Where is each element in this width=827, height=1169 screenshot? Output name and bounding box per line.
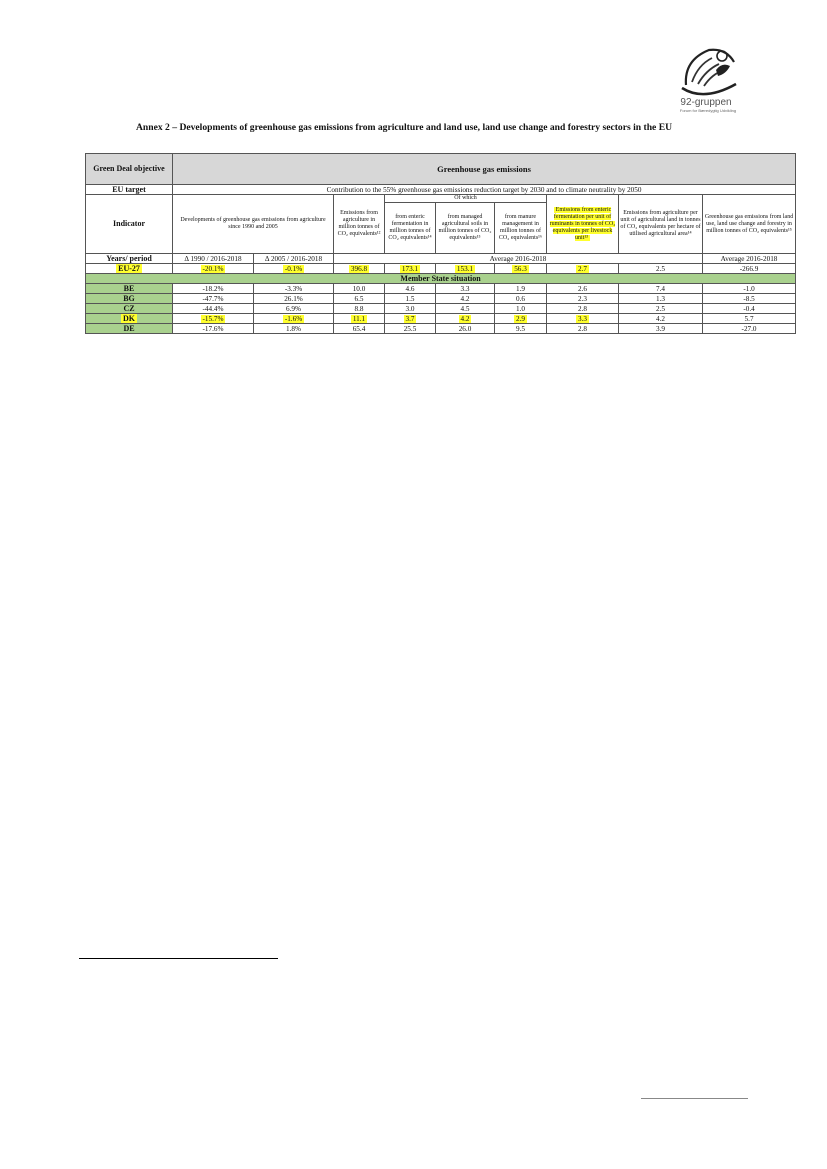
cell: -1.6% [284,314,303,323]
indicator-per-hectare: Emissions from agriculture per unit of agricultural land in tonnes of CO₂ equivalents per hectare of utilised agricultural area¹⁴ [619,195,703,254]
eu-target-text: Contribution to the 55% greenhouse gas emissions reduction target by 2030 and to climate neutrality by 2050 [173,185,796,195]
cell: 1.0 [495,304,547,314]
cell: 2.9 [516,314,525,323]
cell: 4.6 [385,284,436,294]
cell: 1.9 [495,284,547,294]
footnote-separator [79,958,278,959]
cell: 2.6 [547,284,619,294]
eu-value: 173.1 [401,264,419,273]
cell: -8.5 [703,294,796,304]
logo-subtitle: Forum for Bæredygtig Udvikling [679,108,737,113]
eu-value: 2.5 [619,264,703,274]
ghg-table [85,153,796,334]
country-name: DE [86,324,173,334]
indicator-manure: from manure management in million tonnes of CO₂ equivalents¹⁶ [495,203,547,254]
cell: -47.7% [173,294,254,304]
table-row [86,284,796,294]
country-name: CZ [86,304,173,314]
cell: -0.4 [703,304,796,314]
ghg-header: Greenhouse gas emissions [173,154,796,185]
cell: 1.8% [254,324,334,334]
cell: 4.2 [436,294,495,304]
cell: 2.8 [547,304,619,314]
cell: 3.3 [436,284,495,294]
cell: 1.5 [385,294,436,304]
table-row-dk [86,314,796,324]
cell: 1.3 [619,294,703,304]
indicator-label: Indicator [86,195,173,254]
eu-row [86,264,796,274]
indicator-ruminants-text: Emissions from enteric fermentation per unit of ruminants in tonnes of CO₂ equivalents per livestock unit¹³ [549,206,616,241]
cell: 6.5 [334,294,385,304]
cell: 0.6 [495,294,547,304]
eu-value: 153.1 [456,264,474,273]
table-row [86,324,796,334]
cell: -18.2% [173,284,254,294]
eu-value: -20.1% [202,264,224,273]
eu-value: -0.1% [284,264,303,273]
cell: 4.2 [460,314,470,323]
cell: -17.6% [173,324,254,334]
cell: -1.0 [703,284,796,294]
cell: 6.9% [254,304,334,314]
indicator-soils: from managed agricultural soils in million tonnes of CO₂ equivalents¹⁵ [436,203,495,254]
period-average-lulucf: Average 2016-2018 [703,254,796,264]
cell: 25.5 [385,324,436,334]
table-row [86,304,796,314]
cell: 5.7 [703,314,796,324]
indicator-developments: Developments of greenhouse gas emissions from agriculture since 1990 and 2005 [173,195,334,254]
cell: -15.7% [202,314,224,323]
member-state-header: Member State situation [86,274,796,284]
eu-value: 2.7 [578,264,587,273]
country-name: BG [86,294,173,304]
eu-value: 396.8 [350,264,368,273]
cell: 3.9 [619,324,703,334]
cell: -27.0 [703,324,796,334]
page-number-line [641,1098,748,1099]
cell: 10.0 [334,284,385,294]
cell: 3.7 [405,314,415,323]
cell: 3.0 [385,304,436,314]
cell: 11.1 [352,314,366,323]
cell: 65.4 [334,324,385,334]
cell: 2.8 [547,324,619,334]
of-which-label: Of which [385,195,547,203]
logo-name: 92-gruppen [680,97,732,108]
table-row [86,294,796,304]
country-name: DK [123,313,135,323]
cell: 2.3 [547,294,619,304]
country-name: BE [86,284,173,294]
eu-name: EU-27 [118,263,140,273]
cell: 4.5 [436,304,495,314]
cell: -3.3% [254,284,334,294]
cell: 8.8 [334,304,385,314]
cell: 7.4 [619,284,703,294]
cell: 4.2 [619,314,703,324]
period-average: Average 2016-2018 [334,254,703,264]
eu-target-label: EU target [86,185,173,195]
indicator-ruminants [547,195,619,254]
annex-title: Annex 2 – Developments of greenhouse gas emissions from agriculture and land use, land use change and forestry sectors in the EU [136,122,673,133]
indicator-enteric: from enteric fermentation in million tonnes of CO₂ equivalents¹⁴ [385,203,436,254]
green-deal-label: Green Deal objective [86,154,173,185]
cell: 3.3 [578,314,587,323]
indicator-emissions-agri: Emissions from agriculture in million tonnes of CO₂ equivalents¹² [334,195,385,254]
indicator-lulucf: Greenhouse gas emissions from land use, land use change and forestry in million tonnes of CO₂ equivalents¹⁵ [703,195,796,254]
ghg-table-container [85,153,794,344]
cell: -44.4% [173,304,254,314]
eu-value: 56.3 [514,264,527,273]
years-label: Years/ period [86,254,173,264]
cell: 2.5 [619,304,703,314]
cell: 26.1% [254,294,334,304]
period-2005: Δ 2005 / 2016-2018 [254,254,334,264]
eu-value: -266.9 [703,264,796,274]
cell: 9.5 [495,324,547,334]
period-1990: Δ 1990 / 2016-2018 [173,254,254,264]
cell: 26.0 [436,324,495,334]
